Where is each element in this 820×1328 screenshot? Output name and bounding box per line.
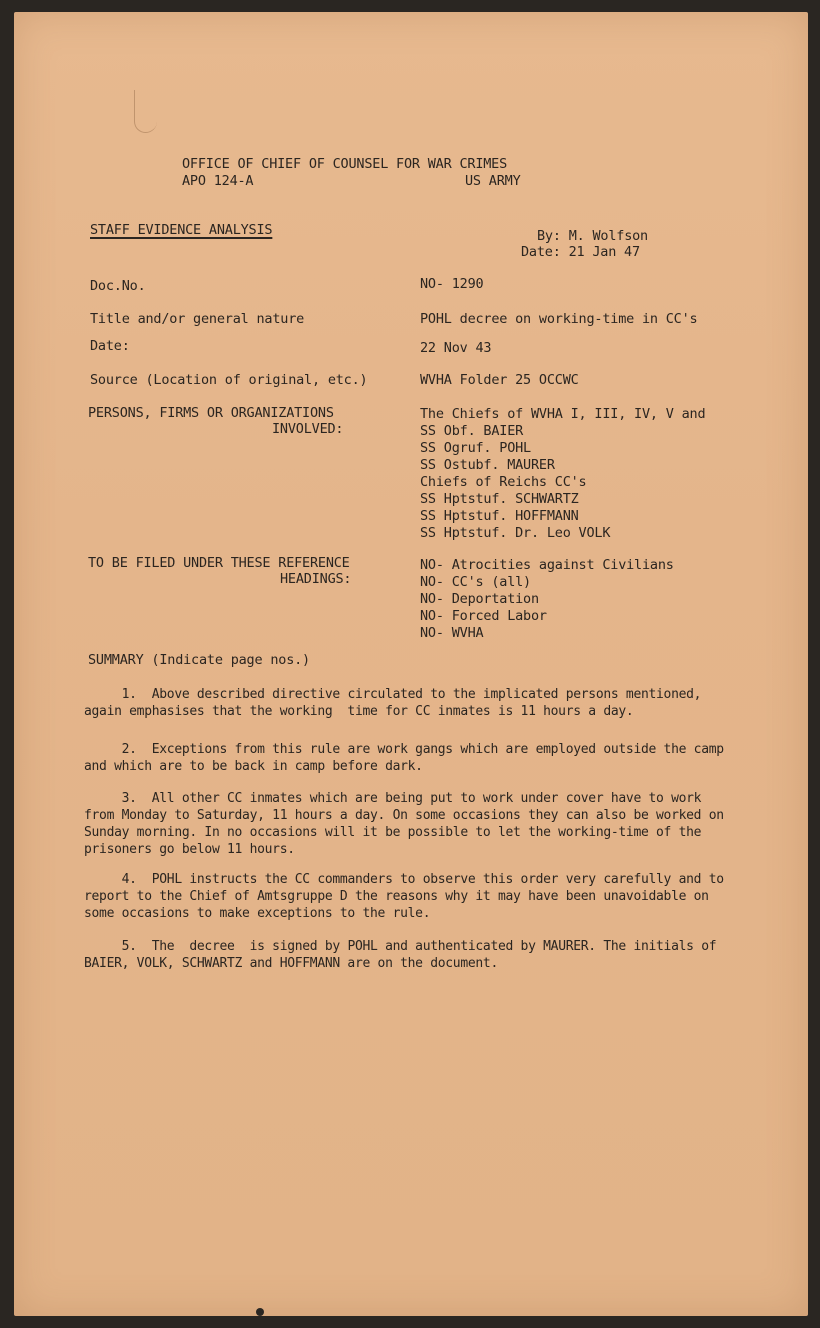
filed-under-headings: HEADINGS: [280, 571, 352, 587]
person-item: SS Hptstuf. Dr. Leo VOLK [420, 525, 611, 541]
person-item: The Chiefs of WVHA I, III, IV, V and [420, 406, 706, 422]
apo-number: APO 124-A [182, 173, 254, 189]
title-value: POHL decree on working-time in CC's [420, 311, 698, 327]
person-item: SS Hptstuf. SCHWARTZ [420, 491, 579, 507]
person-item: SS Hptstuf. HOFFMANN [420, 508, 579, 524]
person-item: SS Ostubf. MAURER [420, 457, 555, 473]
summary-paragraph-3: 3. All other CC inmates which are being put to work under cover have to work from Monday to Saturday, 11 hours a day. On some occasions they can also be worked on Sunday morning. In no occasions will it be possible to let the working-time of the prisoners go below 11 hours. [84, 791, 732, 857]
title-label: Title and/or general nature [90, 311, 305, 327]
summary-paragraph-5: 5. The decree is signed by POHL and authenticated by MAURER. The initials of BAIER, VOLK, SCHWARTZ and HOFFMANN are on the document. [84, 939, 724, 971]
persons-label-involved: INVOLVED: [272, 421, 344, 437]
doc-no-label: Doc.No. [90, 278, 146, 294]
date-label: Date: [90, 338, 130, 354]
reference-heading: NO- Atrocities against Civilians [420, 557, 674, 573]
filed-under-label: TO BE FILED UNDER THESE REFERENCE [88, 555, 350, 571]
reference-heading: NO- CC's (all) [420, 574, 531, 590]
staff-evidence-title: STAFF EVIDENCE ANALYSIS [90, 222, 273, 238]
office-heading: OFFICE OF CHIEF OF COUNSEL FOR WAR CRIMES [182, 156, 508, 172]
analyst-name: By: M. Wolfson [537, 228, 648, 244]
doc-no-value: NO- 1290 [420, 276, 484, 292]
source-value: WVHA Folder 25 OCCWC [420, 372, 579, 388]
reference-heading: NO- Deportation [420, 591, 539, 607]
persons-label: PERSONS, FIRMS OR ORGANIZATIONS [88, 405, 334, 421]
person-item: SS Ogruf. POHL [420, 440, 531, 456]
punch-hole [256, 1308, 264, 1316]
summary-heading: SUMMARY (Indicate page nos.) [88, 652, 310, 668]
person-item: Chiefs of Reichs CC's [420, 474, 587, 490]
paper-crease [134, 90, 157, 133]
reference-heading: NO- Forced Labor [420, 608, 547, 624]
analysis-date: Date: 21 Jan 47 [521, 244, 640, 260]
reference-heading: NO- WVHA [420, 625, 484, 641]
source-label: Source (Location of original, etc.) [90, 372, 368, 388]
summary-paragraph-2: 2. Exceptions from this rule are work gangs which are employed outside the camp and which are to be back in camp before dark. [84, 742, 732, 774]
army-label: US ARMY [465, 173, 521, 189]
summary-paragraph-4: 4. POHL instructs the CC commanders to observe this order very carefully and to report to the Chief of Amtsgruppe D the reasons why it may have been unavoidable on some occasions to make exceptions to the rule. [84, 872, 732, 921]
summary-paragraph-1: 1. Above described directive circulated to the implicated persons mentioned, again emphasises that the working time for CC inmates is 11 hours a day. [84, 687, 709, 719]
date-value: 22 Nov 43 [420, 340, 492, 356]
person-item: SS Obf. BAIER [420, 423, 524, 439]
